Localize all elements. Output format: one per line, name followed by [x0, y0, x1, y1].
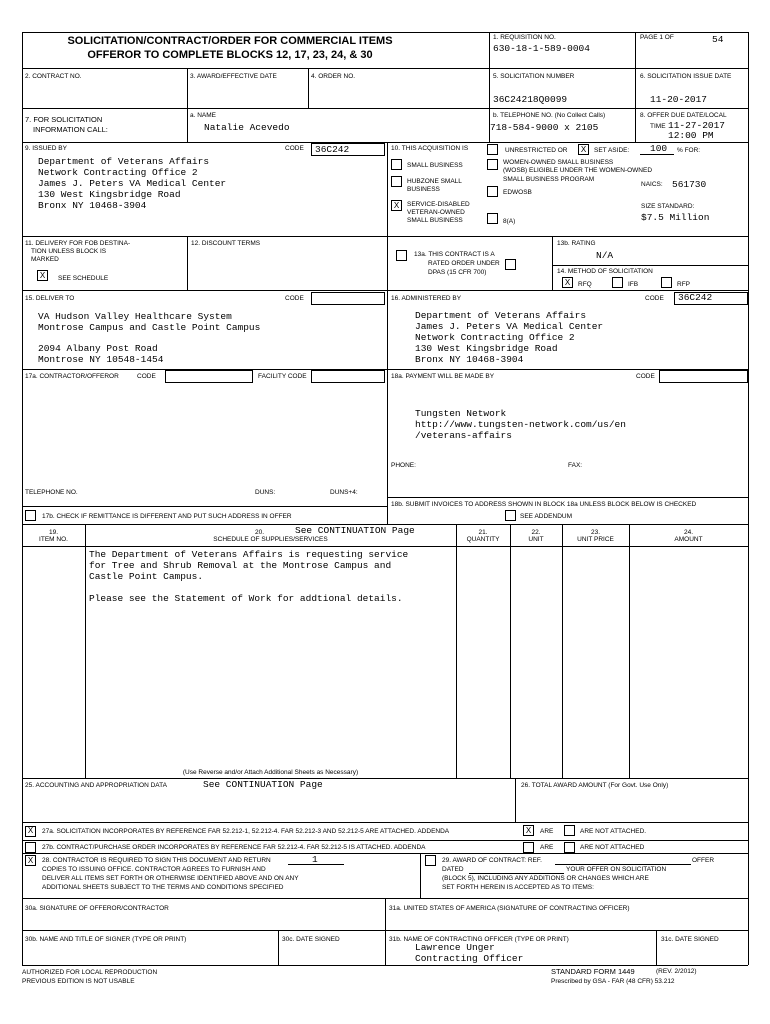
- page-label: PAGE 1 OF: [640, 34, 674, 41]
- due-time: 12:00 PM: [668, 130, 714, 141]
- set-aside-percent: 100: [650, 143, 668, 154]
- amount-header: AMOUNT: [674, 536, 703, 543]
- schedule-header: SCHEDULE OF SUPPLIES/SERVICES: [213, 536, 328, 543]
- telephone-label: TELEPHONE NO.: [25, 489, 78, 496]
- administered-label: 16. ADMINISTERED BY: [391, 295, 462, 302]
- 28-line4: ADDITIONAL SHEETS SUBJECT TO THE TERMS AND CONDITIONS SPECIFIED: [42, 884, 284, 891]
- payment-code-label: CODE: [636, 373, 655, 380]
- signer-name-label: 30b. NAME AND TITLE OF SIGNER (TYPE OR PRINT): [25, 936, 187, 943]
- see-schedule-label: SEE SCHEDULE: [58, 275, 109, 282]
- amount-num: 24.: [683, 529, 694, 536]
- payment-fax-label: FAX:: [568, 462, 583, 469]
- 28-checkbox[interactable]: X: [25, 855, 36, 866]
- naics-label: NAICS:: [641, 181, 663, 188]
- delivery-label3: MARKED: [31, 256, 59, 263]
- duns4-label: DUNS+4:: [330, 489, 358, 496]
- qty-header: QUANTITY: [466, 536, 500, 543]
- footer-prescribed: Prescribed by GSA - FAR (48 CFR) 53.212: [551, 978, 675, 985]
- 27b-are-not-checkbox[interactable]: [564, 842, 575, 853]
- issued-line: Bronx NY 10468-3904: [38, 200, 147, 211]
- 29-your-offer: YOUR OFFER ON SOLICITATION: [566, 866, 667, 873]
- deliver-to-code-box: [311, 292, 385, 305]
- wosb-label3: SMALL BUSINESS PROGRAM: [503, 176, 595, 183]
- small-business-checkbox[interactable]: [391, 159, 402, 170]
- 27b-are-checkbox[interactable]: [523, 842, 534, 853]
- contact-name: Natalie Acevedo: [204, 122, 290, 133]
- small-business-label: SMALL BUSINESS: [407, 162, 463, 169]
- description-line: for Tree and Shrub Removal at the Montrose Campus and: [89, 560, 392, 571]
- hubzone-label: HUBZONE SMALL: [407, 178, 462, 185]
- deliver-to-label: 15. DELIVER TO: [25, 295, 75, 302]
- ifb-checkbox[interactable]: [612, 277, 623, 288]
- co-name-label: 31b. NAME OF CONTRACTING OFFICER (TYPE OR PRINT): [389, 936, 569, 943]
- 29-line3: (BLOCK 5), INCLUDING ANY ADDITIONS OR CHANGES WHICH ARE: [442, 875, 649, 882]
- solicitation-no-label: 5. SOLICITATION NUMBER: [493, 73, 575, 80]
- schedule-num: 20.: [255, 529, 265, 536]
- set-aside-label: SET ASIDE:: [594, 147, 630, 154]
- 28-line2: COPIES TO ISSUING OFFICE. CONTRACTOR AGREES TO FURNISH AND: [42, 866, 266, 873]
- 28-copies: 1: [312, 854, 318, 865]
- issued-code: 36C242: [315, 144, 350, 155]
- administered-line: Bronx NY 10468-3904: [415, 354, 524, 365]
- remittance-label: 17b. CHECK IF REMITTANCE IS DIFFERENT AND PUT SUCH ADDRESS IN OFFER: [42, 513, 292, 520]
- wosb-checkbox[interactable]: [487, 159, 498, 170]
- issued-code-label: CODE: [285, 145, 304, 152]
- 27a-mark[interactable]: X: [27, 826, 34, 835]
- item-no-header: ITEM NO.: [39, 536, 68, 543]
- hubzone-label2: BUSINESS: [407, 186, 440, 193]
- 29-checkbox[interactable]: [425, 855, 436, 866]
- solicitation-no: 36C24218Q0099: [493, 94, 568, 105]
- issued-line: 130 West Kingsbridge Road: [38, 189, 181, 200]
- due-date: 11-27-2017: [668, 120, 726, 131]
- signature-offeror-label: 30a. SIGNATURE OF OFFEROR/CONTRACTOR: [25, 905, 169, 912]
- 28-line1: 28. CONTRACTOR IS REQUIRED TO SIGN THIS DOCUMENT AND RETURN: [42, 857, 271, 864]
- see-addendum-checkbox[interactable]: [505, 510, 516, 521]
- co-name: Lawrence Unger: [415, 942, 495, 953]
- wosb-label1: WOMEN-OWNED SMALL BUSINESS: [503, 159, 614, 166]
- 29-dated: DATED: [442, 866, 464, 873]
- size-standard-label: SIZE STANDARD:: [641, 203, 695, 210]
- description-line: The Department of Veterans Affairs is requesting service: [89, 549, 409, 560]
- payment-line: /veterans-affairs: [415, 430, 512, 441]
- unrestricted-checkbox[interactable]: [487, 144, 498, 155]
- see-schedule-checkbox[interactable]: X: [37, 270, 48, 281]
- rated-order-checkbox-2[interactable]: [505, 259, 516, 270]
- rated-label3: DPAS (15 CFR 700): [428, 269, 487, 276]
- rated-order-checkbox[interactable]: [396, 250, 407, 261]
- rfp-checkbox[interactable]: [661, 277, 672, 288]
- footer-sf: STANDARD FORM 1449: [551, 967, 635, 976]
- contractor-label: 17a. CONTRACTOR/OFFEROR: [25, 373, 119, 380]
- issue-date: 11-20-2017: [650, 94, 708, 105]
- method-label: 14. METHOD OF SOLICITATION: [557, 268, 653, 275]
- requisition-value: 630-18-1-589-0004: [493, 43, 590, 54]
- hubzone-checkbox[interactable]: [391, 176, 402, 187]
- date-signed-30-label: 30c. DATE SIGNED: [282, 936, 340, 943]
- qty-num: 21.: [478, 529, 488, 536]
- info-call-label2: INFORMATION CALL:: [33, 125, 108, 134]
- issue-date-label: 6. SOLICITATION ISSUE DATE: [640, 73, 732, 80]
- price-header: UNIT PRICE: [577, 536, 614, 543]
- edwosb-label: EDWOSB: [503, 189, 532, 196]
- due-time-label: TIME: [650, 123, 666, 130]
- unit-num: 22.: [531, 529, 541, 536]
- 27a-are-checkbox[interactable]: X: [523, 825, 534, 836]
- issued-line: James J. Peters VA Medical Center: [38, 178, 227, 189]
- rated-label1: 13a. THIS CONTRACT IS A: [414, 251, 495, 258]
- 27a-are-label: ARE: [540, 828, 554, 835]
- remittance-checkbox[interactable]: [25, 510, 36, 521]
- signature-us-label: 31a. UNITED STATES OF AMERICA (SIGNATURE OF CONTRACTING OFFICER): [389, 905, 630, 912]
- payment-phone-label: PHONE:: [391, 462, 416, 469]
- 8a-checkbox[interactable]: [487, 213, 498, 224]
- contract-no-label: 2. CONTRACT NO.: [25, 73, 82, 80]
- co-title: Contracting Officer: [415, 953, 524, 964]
- name-label: a. NAME: [190, 112, 217, 119]
- accounting-label: 25. ACCOUNTING AND APPROPRIATION DATA: [25, 782, 167, 789]
- percent-for-label: % FOR:: [677, 147, 701, 154]
- administered-line: Department of Veterans Affairs: [415, 310, 587, 321]
- 8a-label: 8(A): [503, 218, 516, 225]
- page-total: 54: [712, 34, 724, 45]
- administered-line: 130 West Kingsbridge Road: [415, 343, 558, 354]
- 27a-are-not-checkbox[interactable]: [564, 825, 575, 836]
- deliver-to-line: Montrose NY 10548-1454: [38, 354, 164, 365]
- deliver-to-code-label: CODE: [285, 295, 304, 302]
- contractor-code-label: CODE: [137, 373, 156, 380]
- form-title-line1: SOLICITATION/CONTRACT/ORDER FOR COMMERCIAL ITEMS: [67, 35, 393, 47]
- description-line: Castle Point Campus.: [89, 571, 204, 582]
- contact-phone: 718-584-9000 x 2105: [490, 122, 599, 133]
- 27b-checkbox[interactable]: [25, 842, 36, 853]
- contractor-code-box[interactable]: [165, 370, 253, 383]
- rfp-label: RFP: [677, 281, 690, 288]
- phone-label: b. TELEPHONE NO. (No Collect Calls): [493, 112, 606, 119]
- ifb-label: IFB: [628, 281, 639, 288]
- unrestricted-label: UNRESTRICTED OR: [505, 147, 568, 154]
- 29-line1: 29. AWARD OF CONTRACT: REF.: [442, 857, 542, 864]
- total-award-label: 26. TOTAL AWARD AMOUNT (For Govt. Use Only): [521, 782, 669, 789]
- footer-prev: PREVIOUS EDITION IS NOT USABLE: [22, 978, 135, 985]
- size-standard-value: $7.5 Million: [641, 212, 710, 223]
- sdvosb-label2: VETERAN-OWNED: [407, 209, 465, 216]
- form-title-line2: OFFEROR TO COMPLETE BLOCKS 12, 17, 23, 24, & 30: [87, 49, 373, 61]
- 27b-are-label: ARE: [540, 844, 554, 851]
- unit-header: UNIT: [528, 536, 544, 543]
- 28-line3: DELIVER ALL ITEMS SET FORTH OR OTHERWISE IDENTIFIED ABOVE AND ON ANY: [42, 875, 299, 882]
- delivery-label2: TION UNLESS BLOCK IS: [31, 248, 107, 255]
- duns-label: DUNS:: [255, 489, 276, 496]
- reverse-note: (Use Reverse and/or Attach Additional Sheets as Necessary): [182, 769, 359, 776]
- issued-by-label: 9. ISSUED BY: [25, 145, 67, 152]
- sdvosb-label3: SMALL BUSINESS: [407, 217, 463, 224]
- item-no-num: 19.: [48, 529, 59, 536]
- edwosb-checkbox[interactable]: [487, 186, 498, 197]
- accounting-value: See CONTINUATION Page: [203, 779, 323, 790]
- administered-line: James J. Peters VA Medical Center: [415, 321, 604, 332]
- administered-code: 36C242: [678, 292, 713, 303]
- payment-code-box: [659, 370, 748, 383]
- payment-label: 18a. PAYMENT WILL BE MADE BY: [391, 373, 495, 380]
- footer-auth: AUTHORIZED FOR LOCAL REPRODUCTION: [22, 969, 158, 976]
- payment-line: http://www.tungsten-network.com/us/en: [415, 419, 626, 430]
- rfq-checkbox[interactable]: X: [562, 277, 573, 288]
- due-date-label: 8. OFFER DUE DATE/LOCAL: [640, 112, 727, 119]
- footer-rev: (REV. 2/2012): [656, 968, 697, 975]
- delivery-label1: 11. DELIVERY FOR FOB DESTINA-: [25, 240, 131, 247]
- 29-line4: SET FORTH HEREIN IS ACCEPTED AS TO ITEMS:: [442, 884, 594, 891]
- rfq-label: RFQ: [578, 281, 592, 288]
- price-num: 23.: [590, 529, 601, 536]
- sdvosb-label1: SERVICE-DISABLED: [407, 201, 470, 208]
- description-line: Please see the Statement of Work for addtional details.: [89, 593, 403, 604]
- 27a-checkbox[interactable]: [25, 826, 36, 837]
- submit-invoices-label: 18b. SUBMIT INVOICES TO ADDRESS SHOWN IN BLOCK 18a UNLESS BLOCK BELOW IS CHECKED: [391, 501, 697, 508]
- administered-line: Network Contracting Office 2: [415, 332, 575, 343]
- wosb-label2: (WOSB) ELIGIBLE UNDER THE WOMEN-OWNED: [503, 167, 653, 174]
- deliver-to-line: VA Hudson Valley Healthcare System: [38, 311, 232, 322]
- see-addendum-label: SEE ADDENDUM: [520, 513, 573, 520]
- 27b-are-not-label: ARE NOT ATTACHED: [580, 844, 645, 851]
- sdvosb-checkbox[interactable]: X: [391, 200, 402, 211]
- acquisition-label: 10. THIS ACQUISITION IS: [391, 145, 469, 152]
- issued-line: Department of Veterans Affairs: [38, 156, 210, 167]
- 27b-text: 27b. CONTRACT/PURCHASE ORDER INCORPORATES BY REFERENCE FAR 52.212-4. FAR 52.212-5 IS ATTACHED. ADDENDA: [42, 844, 426, 851]
- rating-value: N/A: [596, 250, 614, 261]
- info-call-label1: 7. FOR SOLICITATION: [25, 115, 103, 124]
- 27a-text: 27a. SOLICITATION INCORPORATES BY REFERENCE FAR 52.212-1, 52.212-4. FAR 52.212-3 AND 52.212-5 ARE ATTACHED. ADDENDA: [42, 828, 450, 835]
- issued-line: Network Contracting Office 2: [38, 167, 198, 178]
- schedule-note: See CONTINUATION Page: [295, 525, 415, 536]
- requisition-label: 1. REQUISITION NO.: [493, 34, 556, 41]
- set-aside-checkbox[interactable]: X: [578, 144, 589, 155]
- 29-offer: OFFER: [692, 857, 715, 864]
- rated-label2: RATED ORDER UNDER: [428, 260, 500, 267]
- date-signed-31-label: 31c. DATE SIGNED: [661, 936, 719, 943]
- naics-value: 561730: [672, 179, 707, 190]
- facility-code-label: FACILITY CODE: [258, 373, 307, 380]
- payment-line: Tungsten Network: [415, 408, 507, 419]
- facility-code-box[interactable]: [311, 370, 385, 383]
- rating-label: 13b. RATING: [557, 240, 596, 247]
- order-no-label: 4. ORDER NO.: [311, 73, 356, 80]
- deliver-to-line: Montrose Campus and Castle Point Campus: [38, 322, 261, 333]
- award-date-label: 3. AWARD/EFFECTIVE DATE: [190, 73, 277, 80]
- deliver-to-line: 2094 Albany Post Road: [38, 343, 158, 354]
- administered-code-label: CODE: [645, 295, 664, 302]
- 27a-are-not-label: ARE NOT ATTACHED.: [580, 828, 647, 835]
- discount-terms-label: 12. DISCOUNT TERMS: [191, 240, 261, 247]
